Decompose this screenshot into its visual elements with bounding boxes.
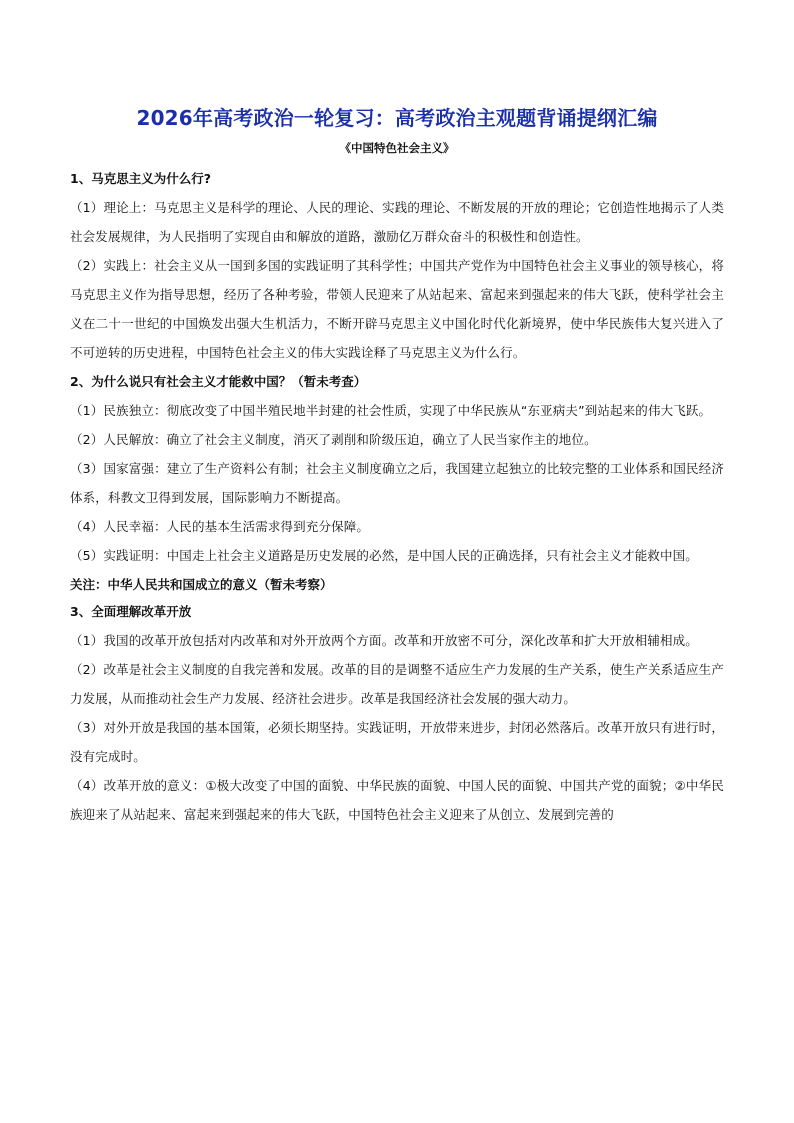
section-heading: 3、全面理解改革开放 [70, 604, 192, 619]
document-subtitle: 《中国特色社会主义》 [339, 141, 455, 155]
paragraph: （4）人民幸福：人民的基本生活需求得到充分保障。 [70, 519, 370, 534]
paragraph: （4）改革开放的意义：①极大改变了中国的面貌、中华民族的面貌、中国人民的面貌、中国共产党的面貌；②中华民族迎来了从站起来、富起来到强起来的伟大飞跃，中国特色社会主义迎来了从创立、发展到完善的 [70, 778, 724, 822]
paragraph: （3）对外开放是我国的基本国策，必须长期坚持。实践证明，开放带来进步，封闭必然落后。改革开放只有进行时，没有完成时。 [70, 720, 724, 764]
paragraph: （1）我国的改革开放包括对内改革和对外开放两个方面。改革和开放密不可分，深化改革和扩大开放相辅相成。 [70, 633, 698, 648]
document-title: 2026年高考政治一轮复习：高考政治主观题背诵提纲汇编 [136, 106, 658, 130]
paragraph: （1）民族独立：彻底改变了中国半殖民地半封建的社会性质，实现了中华民族从“东亚病夫”到站起来的伟大飞跃。 [70, 403, 712, 418]
paragraph: （3）国家富强：建立了生产资料公有制；社会主义制度确立之后，我国建立起独立的比较完整的工业体系和国民经济体系，科教文卫得到发展，国际影响力不断提高。 [70, 461, 724, 505]
paragraph: （5）实践证明：中国走上社会主义道路是历史发展的必然，是中国人民的正确选择，只有社会主义才能救中国。 [70, 548, 698, 563]
note-heading: 关注：中华人民共和国成立的意义（暂未考察） [70, 577, 333, 592]
paragraph: （2）改革是社会主义制度的自我完善和发展。改革的目的是调整不适应生产力发展的生产关系，使生产关系适应生产力发展，从而推动社会生产力发展、经济社会进步。改革是我国经济社会发展的强大动力。 [70, 662, 724, 706]
section-heading: 2、为什么说只有社会主义才能救中国？（暂未考查） [70, 374, 367, 389]
paragraph: （1）理论上：马克思主义是科学的理论、人民的理论、实践的理论、不断发展的开放的理论；它创造性地揭示了人类社会发展规律，为人民指明了实现自由和解放的道路，激励亿万群众奋斗的积极性和创造性。 [70, 200, 724, 244]
section-2 [70, 369, 724, 570]
section-3 [70, 599, 724, 829]
section-1 [70, 166, 724, 367]
paragraph: （2）人民解放：确立了社会主义制度，消灭了剥削和阶级压迫，确立了人民当家作主的地位。 [70, 432, 597, 447]
section-note [70, 572, 724, 597]
section-heading: 1、马克思主义为什么行? [70, 171, 211, 186]
paragraph: （2）实践上：社会主义从一国到多国的实践证明了其科学性；中国共产党作为中国特色社会主义事业的领导核心，将马克思主义作为指导思想，经历了各种考验，带领人民迎来了从站起来、富起来到强起来的伟大飞跃，使科学社会主义在二十一世纪的中国焕发出强大生机活力，不断开辟马克思主义中国化时代化新境界，使中华民族伟大复兴进入了不可逆转的历史进程，中国特色社会主义的伟大实践诠释了马克思主义为什么行。 [70, 258, 724, 360]
